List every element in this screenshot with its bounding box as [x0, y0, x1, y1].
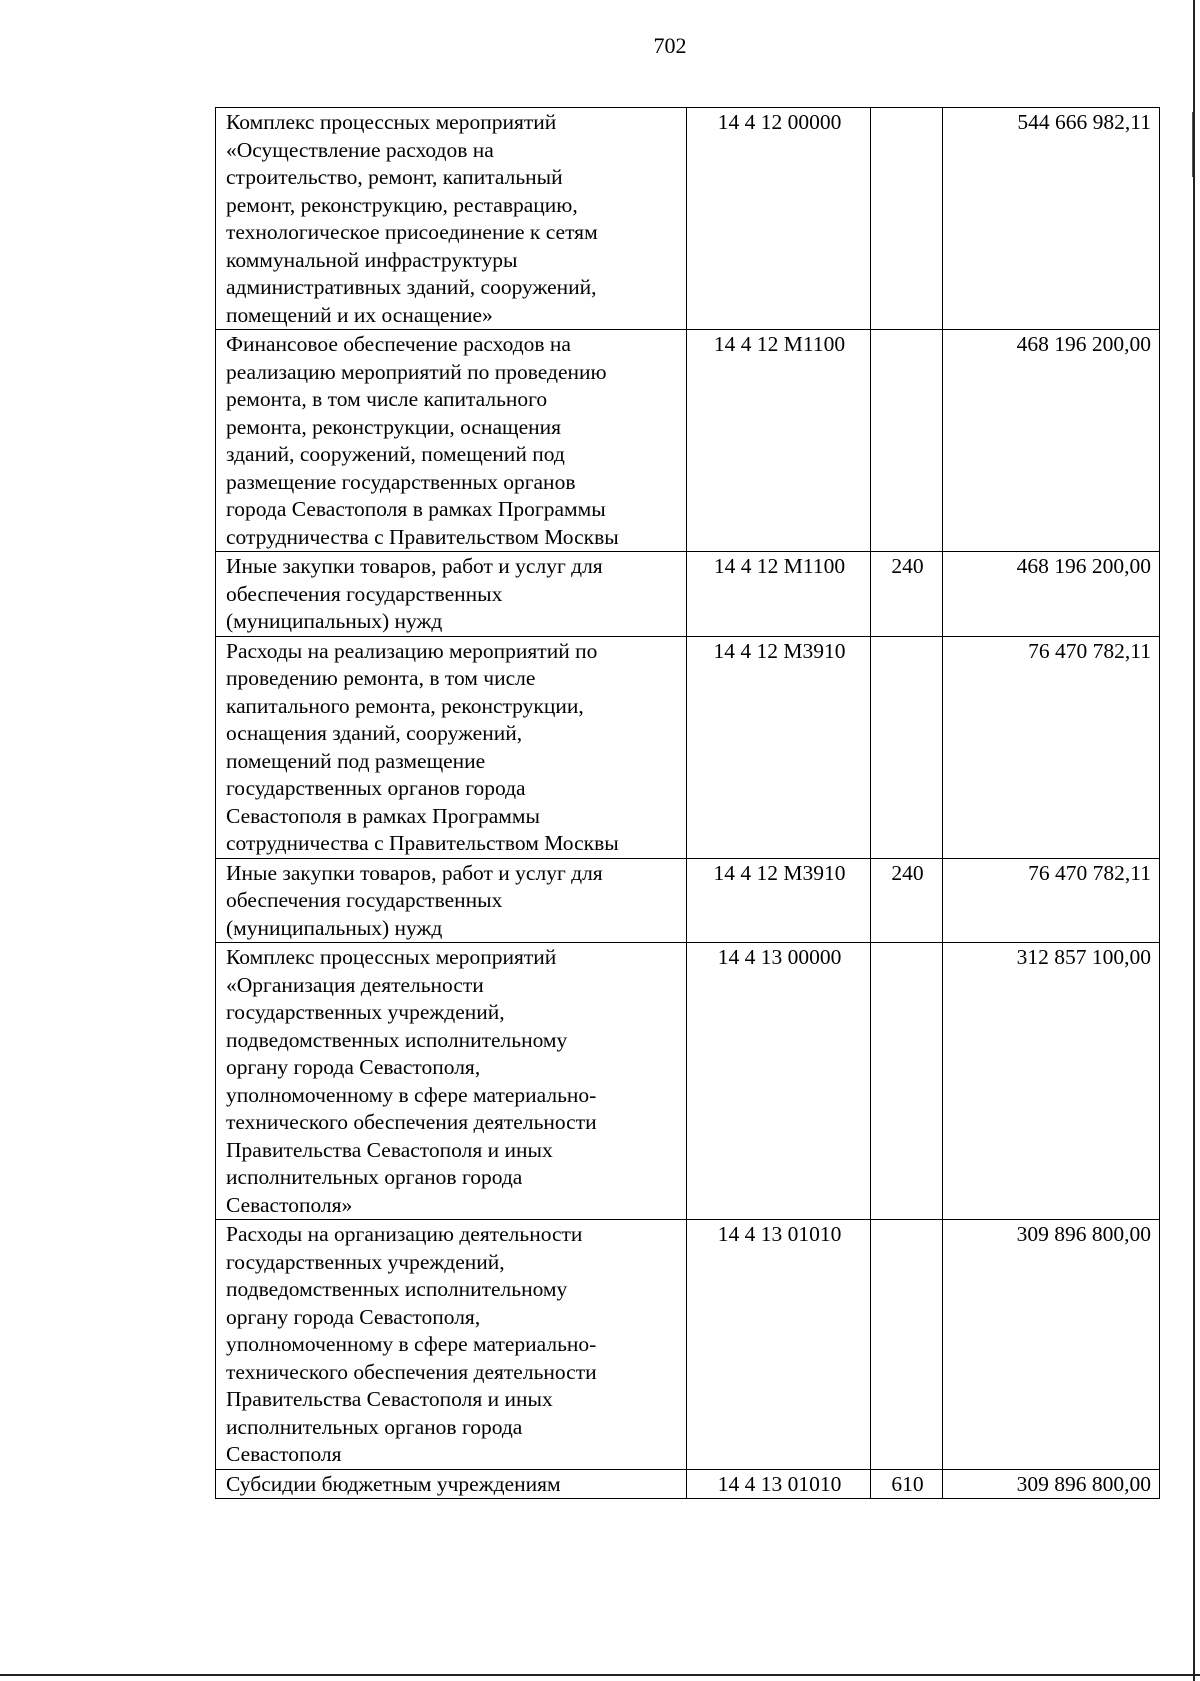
row-expense-type: 610	[871, 1469, 943, 1499]
row-code: 14 4 12 М1100	[687, 552, 871, 637]
row-expense-type: 240	[871, 552, 943, 637]
row-name	[216, 108, 687, 330]
row-expense-type	[871, 636, 943, 858]
row-code: 14 4 12 00000	[687, 108, 871, 330]
row-name	[216, 1220, 687, 1470]
page-edge-bottom	[0, 1674, 1200, 1676]
row-expense-type	[871, 943, 943, 1220]
table-row	[216, 552, 1160, 637]
row-expense-type: 240	[871, 858, 943, 943]
row-code: 14 4 13 01010	[687, 1469, 871, 1499]
row-sum: 76 470 782,11	[943, 858, 1160, 943]
scan-edge-mark	[1192, 112, 1193, 177]
row-sum: 309 896 800,00	[943, 1469, 1160, 1499]
row-name-text: Комплекс процессных мероприятий «Осуществление расходов на строительство, ремонт, капитальный ремонт, реконструкцию, реставрацию, технологическое присоединение к сетям коммунальной инфраструктуры административных зданий, сооружений, помещений и их оснащение»	[226, 110, 598, 327]
table-row	[216, 636, 1160, 858]
table-row	[216, 858, 1160, 943]
row-name-text: Иные закупки товаров, работ и услуг для обеспечения государственных (муниципальных) нужд	[226, 554, 603, 633]
table-row	[216, 943, 1160, 1220]
row-name-text: Расходы на реализацию мероприятий по проведению ремонта, в том числе капитального ремонта, реконструкции, оснащения зданий, сооружений, помещений под размещение государственных органов города Севастополя в рамках Программы сотрудничества с Правительством Москвы	[226, 638, 619, 855]
row-code: 14 4 12 М3910	[687, 636, 871, 858]
row-name	[216, 552, 687, 637]
row-name-text: Финансовое обеспечение расходов на реализацию мероприятий по проведению ремонта, в том числе капитального ремонта, реконструкции, оснащения зданий, сооружений, помещений под размещение государственных органов города Севастополя в рамках Программы сотрудничества с Правительством Москвы	[226, 332, 619, 549]
row-name	[216, 1469, 687, 1499]
row-sum: 312 857 100,00	[943, 943, 1160, 1220]
row-name	[216, 636, 687, 858]
page-number: 702	[653, 33, 687, 58]
table-row	[216, 1220, 1160, 1470]
row-code: 14 4 12 М1100	[687, 330, 871, 552]
table-row	[216, 1469, 1160, 1499]
row-code: 14 4 13 01010	[687, 1220, 871, 1470]
row-name-text: Иные закупки товаров, работ и услуг для обеспечения государственных (муниципальных) нужд	[226, 860, 603, 940]
row-name-text: Комплекс процессных мероприятий «Организация деятельности государственных учреждений, подведомственных исполнительному органу города Севастополя, уполномоченному в сфере материально- технического обеспечения деятельности Правительства Севастополя и иных исполнительных органов города Севастополя»	[226, 945, 597, 1217]
row-code: 14 4 13 00000	[687, 943, 871, 1220]
row-sum: 76 470 782,11	[943, 636, 1160, 858]
row-name	[216, 858, 687, 943]
row-code: 14 4 12 М3910	[687, 858, 871, 943]
table-row	[216, 108, 1160, 330]
row-name-text: Расходы на организацию деятельности государственных учреждений, подведомственных исполнительному органу города Севастополя, уполномоченному в сфере материально- технического обеспечения деятельности Правительства Севастополя и иных исполнительных органов города Севастополя	[226, 1222, 597, 1466]
row-expense-type	[871, 330, 943, 552]
row-name-text: Субсидии бюджетным учреждениям	[226, 1471, 561, 1496]
row-sum: 468 196 200,00	[943, 330, 1160, 552]
budget-table	[215, 107, 1160, 1499]
row-sum: 468 196 200,00	[943, 552, 1160, 637]
row-sum: 544 666 982,11	[943, 108, 1160, 330]
row-name	[216, 330, 687, 552]
table-row	[216, 330, 1160, 552]
row-expense-type	[871, 1220, 943, 1470]
row-expense-type	[871, 108, 943, 330]
page-edge-right	[1193, 0, 1195, 1681]
row-name	[216, 943, 687, 1220]
row-sum: 309 896 800,00	[943, 1220, 1160, 1470]
